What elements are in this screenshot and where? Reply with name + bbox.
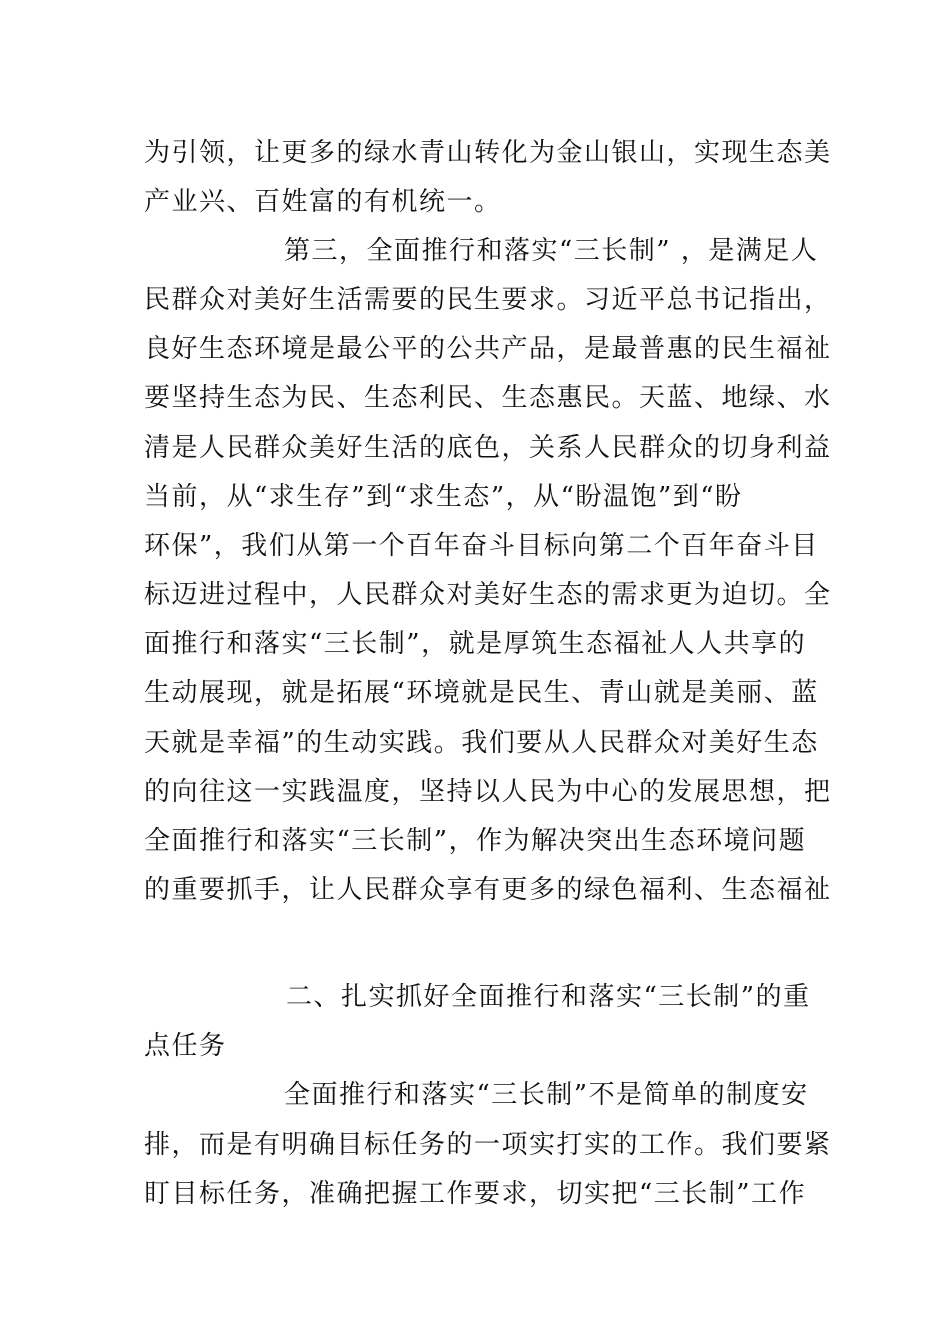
text-line: 排，而是有明确目标任务的一项实打实的工作。我们要紧: [144, 1130, 832, 1160]
text-line: 面推行和落实“三长制”，就是厚筑生态福祉人人共享的: [144, 629, 807, 659]
paragraph-first-line: 全面推行和落实“三长制”不是简单的制度安: [284, 1080, 809, 1110]
section-heading: 二、扎实抓好全面推行和落实“三长制”的重: [286, 982, 811, 1012]
text-line: 清是人民群众美好生活的底色，关系人民群众的切身利益: [144, 433, 832, 463]
text-line: 环保”，我们从第一个百年奋斗目标向第二个百年奋斗目: [144, 531, 819, 561]
text-line: 当前，从“求生存”到“求生态”，从“盼温饱”到“盼: [144, 482, 743, 512]
text-line: 产业兴、百姓富的有机统一。: [144, 187, 502, 217]
text-line: 良好生态环境是最公平的公共产品，是最普惠的民生福祉: [144, 334, 832, 364]
text-line: 为引领，让更多的绿水青山转化为金山银山，实现生态美: [144, 138, 832, 168]
section-heading-continued: 点任务: [144, 1031, 227, 1061]
text-line: 的向往这一实践温度，坚持以人民为中心的发展思想，把: [144, 777, 832, 807]
text-line: 的重要抓手，让人民群众享有更多的绿色福利、生态福祉: [144, 875, 832, 905]
text-line: 生动展现，就是拓展“环境就是民生、青山就是美丽、蓝: [144, 678, 819, 708]
text-line: 要坚持生态为民、生态利民、生态惠民。天蓝、地绿、水: [144, 383, 832, 413]
paragraph-first-line: 第三，全面推行和落实“三长制” ，是满足人: [284, 236, 819, 266]
text-line: 全面推行和落实“三长制”，作为解决突出生态环境问题: [144, 826, 807, 856]
text-line: 民群众对美好生活需要的民生要求。习近平总书记指出，: [144, 285, 832, 315]
text-line: 天就是幸福”的生动实践。我们要从人民群众对美好生态: [144, 728, 819, 758]
text-line: 盯目标任务，准确把握工作要求，切实把“三长制”工作: [144, 1179, 807, 1209]
text-line: 标迈进过程中，人民群众对美好生态的需求更为迫切。全: [144, 580, 832, 610]
